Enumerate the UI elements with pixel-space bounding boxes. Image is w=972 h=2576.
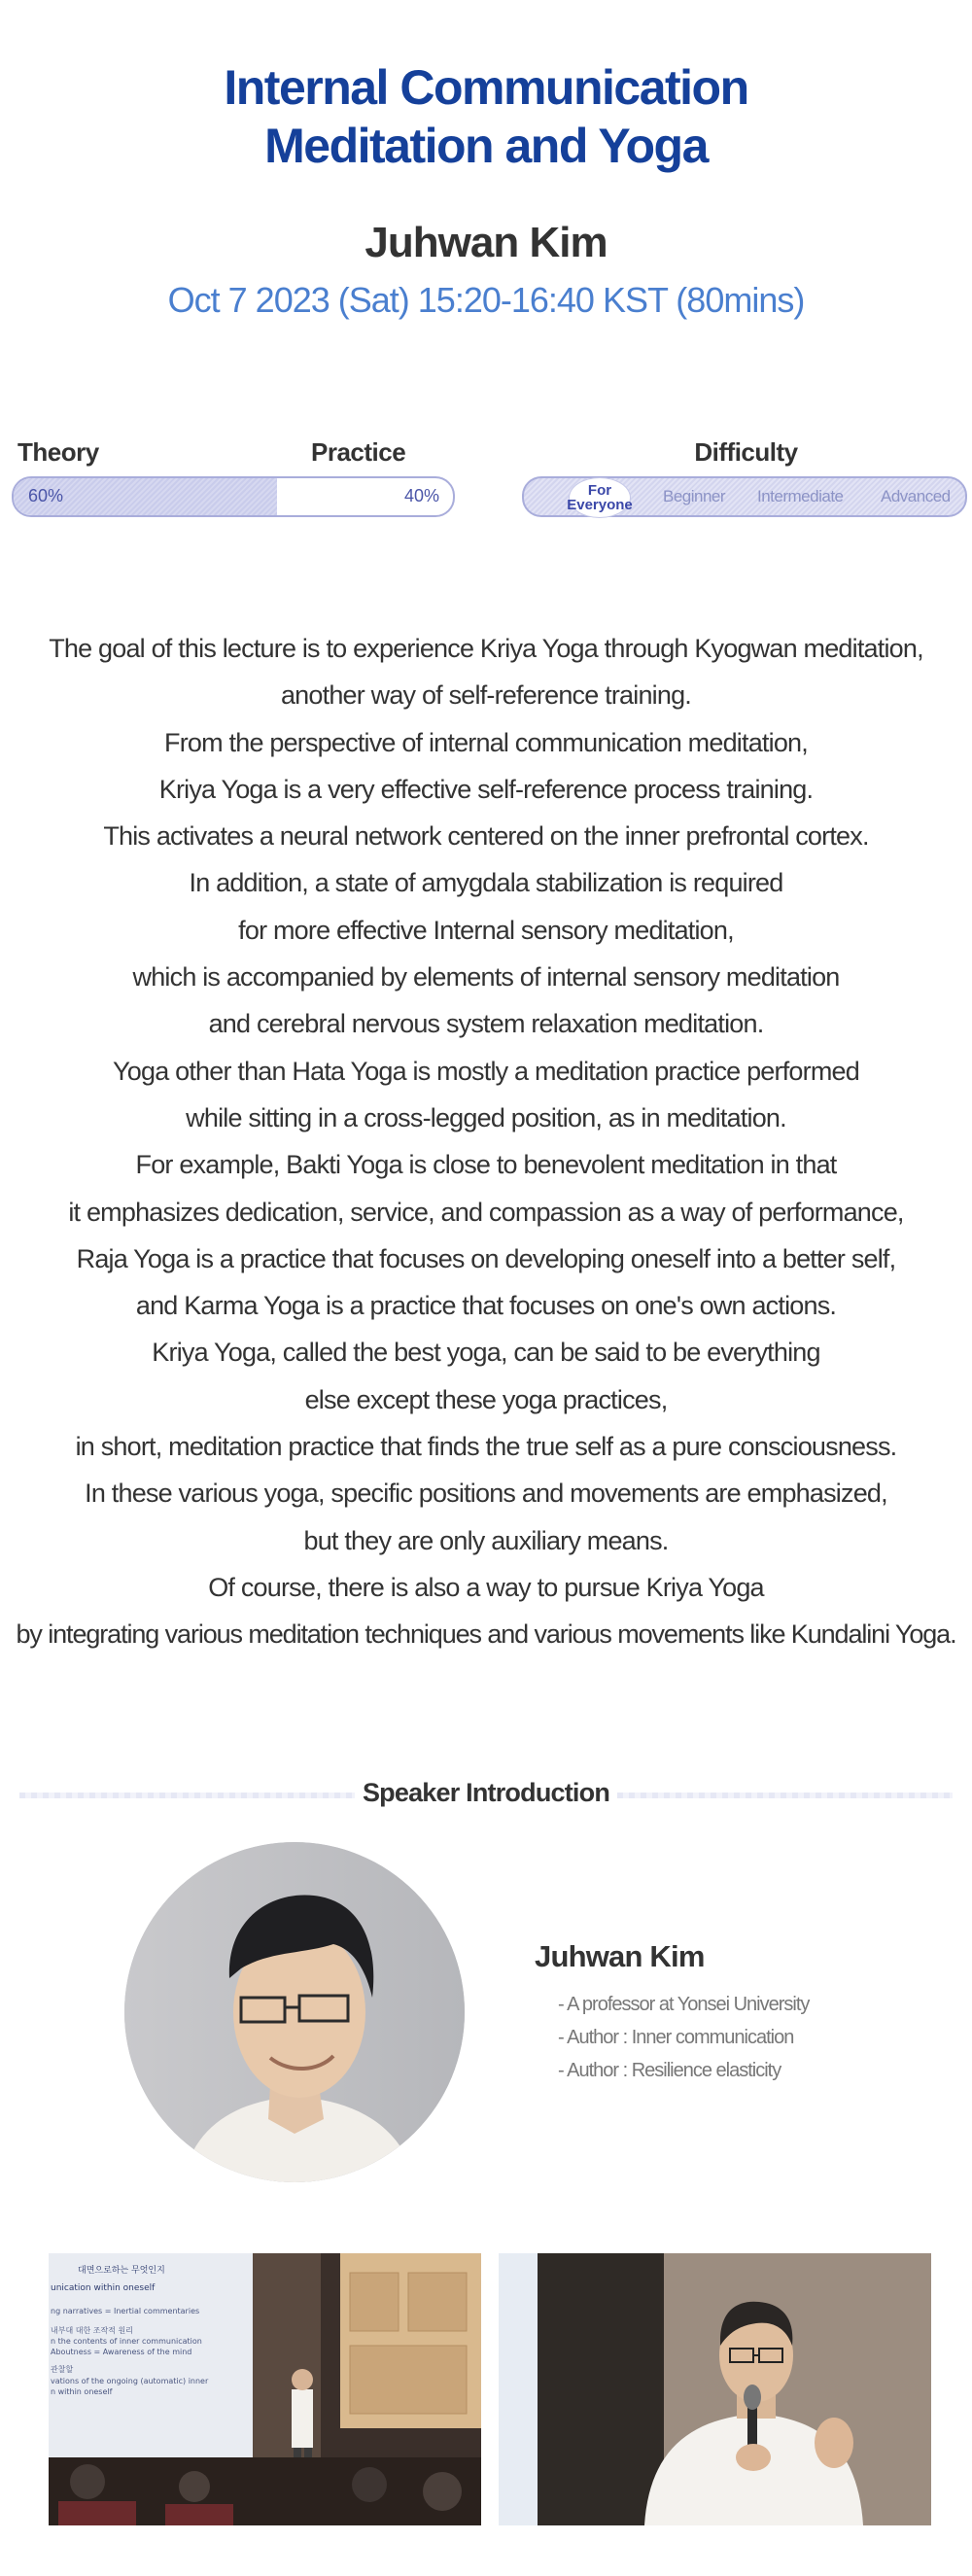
event-title-line-2: Meditation and Yoga bbox=[264, 119, 708, 173]
difficulty-label: Difficulty bbox=[694, 437, 798, 467]
description-line: while sitting in a cross-legged position, as in meditation. bbox=[186, 1102, 786, 1132]
speaker-portrait-image bbox=[124, 1842, 465, 2182]
lecture-photo-speaker bbox=[499, 2253, 931, 2525]
slide-text: 내부대 대한 조작적 원리 bbox=[51, 2326, 133, 2335]
description-line: but they are only auxiliary means. bbox=[303, 1525, 669, 1555]
speaker-intro-title: Speaker Introduction bbox=[362, 1778, 610, 1807]
slide-text: vations of the ongoing (automatic) inner bbox=[51, 2377, 209, 2385]
event-title-line-1: Internal Communication bbox=[224, 60, 748, 115]
description-line: In these various yoga, specific positions and movements are emphasized, bbox=[85, 1479, 887, 1509]
slide-text: 관찰할 bbox=[51, 2365, 74, 2374]
difficulty-selected-line-1: For bbox=[587, 482, 612, 499]
event-datetime: Oct 7 2023 (Sat) 15:20-16:40 KST (80mins) bbox=[167, 280, 805, 320]
description-line: The goal of this lecture is to experience Kriya Yoga through Kyogwan meditation, bbox=[49, 634, 923, 663]
speaker-bio-line: - Author : Resilience elasticity bbox=[558, 2060, 781, 2081]
slide-text: ng narratives = Inertial commentaries bbox=[51, 2307, 200, 2315]
lecture-photo-slide bbox=[49, 2253, 481, 2525]
description-line: For example, Bakti Yoga is close to benevolent meditation in that bbox=[135, 1150, 837, 1180]
theory-percent: 60% bbox=[28, 486, 64, 505]
description-line: Raja Yoga is a practice that focuses on developing oneself into a better self, bbox=[76, 1243, 896, 1273]
slide-text: 대면으로하는 무엇인지 bbox=[78, 2266, 165, 2276]
description-line: Kriya Yoga is a very effective self-reference process training. bbox=[158, 774, 814, 804]
speaker-info-name: Juhwan Kim bbox=[535, 1939, 705, 1973]
difficulty-level-intermediate: Intermediate bbox=[757, 487, 844, 505]
ratio-labels bbox=[17, 437, 455, 470]
speaker-info bbox=[535, 1939, 943, 2087]
description-line: This activates a neural network centered on the inner prefrontal cortex. bbox=[103, 821, 869, 852]
speaker-photo-image bbox=[499, 2253, 931, 2525]
description-line: Kriya Yoga, called the best yoga, can be said to be everything bbox=[152, 1338, 820, 1368]
description-line: Of course, there is also a way to pursue Kriya Yoga bbox=[208, 1572, 764, 1602]
description-line: for more effective Internal sensory meditation, bbox=[238, 915, 734, 945]
slide-text: Aboutness = Awareness of the mind bbox=[51, 2348, 192, 2356]
description-line: another way of self-reference training. bbox=[280, 680, 692, 711]
speaker-name-heading: Juhwan Kim bbox=[364, 219, 608, 266]
description-line: Yoga other than Hata Yoga is mostly a meditation practice performed bbox=[113, 1056, 859, 1086]
difficulty-selected-line-2: Everyone bbox=[567, 497, 633, 513]
description-line: In addition, a state of amygdala stabilization is required bbox=[189, 868, 783, 898]
theory-practice-bar bbox=[12, 476, 455, 517]
description-line: by integrating various meditation techniques and various movements like Kundalini Yoga. bbox=[16, 1619, 956, 1650]
description-line: in short, meditation practice that finds the true self as a pure consciousness. bbox=[75, 1432, 897, 1462]
lecture-photo-image bbox=[49, 2253, 481, 2525]
description-line: From the perspective of internal communication meditation, bbox=[164, 727, 808, 757]
theory-label: Theory bbox=[17, 437, 99, 467]
speaker-intro-heading bbox=[19, 1774, 953, 1813]
practice-label: Practice bbox=[311, 437, 406, 467]
event-title bbox=[0, 58, 972, 175]
description-line: it emphasizes dedication, service, and compassion as a way of performance, bbox=[68, 1197, 904, 1227]
difficulty-selected-badge bbox=[569, 477, 631, 518]
practice-percent: 40% bbox=[403, 486, 439, 505]
speaker-bio-line: - A professor at Yonsei University bbox=[558, 1994, 810, 2015]
description-line: else except these yoga practices, bbox=[304, 1384, 668, 1414]
slide-text: unication within oneself bbox=[51, 2283, 156, 2293]
difficulty-bar bbox=[522, 476, 967, 517]
difficulty-level-advanced: Advanced bbox=[881, 487, 951, 505]
speaker-portrait bbox=[124, 1842, 465, 2182]
lecture-description bbox=[0, 625, 972, 1658]
slide-text: n within oneself bbox=[51, 2387, 113, 2396]
description-line: which is accompanied by elements of internal sensory meditation bbox=[132, 962, 840, 992]
slide-text: n the contents of inner communication bbox=[51, 2337, 202, 2346]
speaker-bio-line: - Author : Inner communication bbox=[558, 2027, 794, 2048]
difficulty-level-beginner: Beginner bbox=[663, 487, 726, 505]
description-line: and cerebral nervous system relaxation meditation. bbox=[208, 1009, 764, 1039]
description-line: and Karma Yoga is a practice that focuses on one's own actions. bbox=[135, 1291, 837, 1321]
